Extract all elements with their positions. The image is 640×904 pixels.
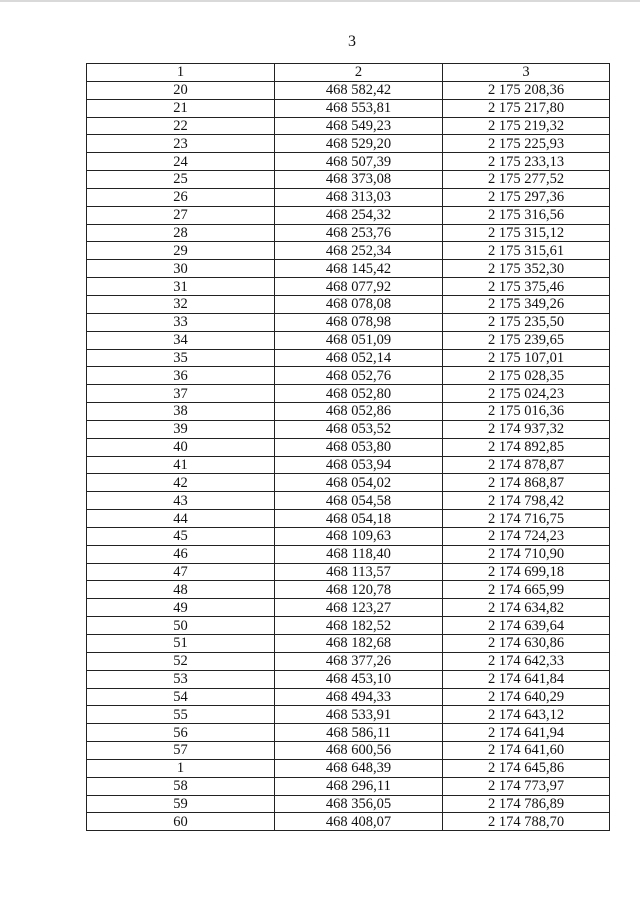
x-coordinate-cell: 468 120,78 [275, 581, 443, 599]
point-number-cell: 35 [87, 349, 275, 367]
x-coordinate-cell: 468 145,42 [275, 260, 443, 278]
y-coordinate-cell: 2 174 716,75 [443, 510, 610, 528]
y-coordinate-cell: 2 175 315,61 [443, 242, 610, 260]
x-coordinate-cell: 468 051,09 [275, 331, 443, 349]
point-number-cell: 59 [87, 795, 275, 813]
point-number-cell: 1 [87, 759, 275, 777]
table-row [87, 492, 610, 510]
point-number-cell: 37 [87, 385, 275, 403]
table-row [87, 545, 610, 563]
x-coordinate-cell: 468 254,32 [275, 206, 443, 224]
table-row [87, 420, 610, 438]
y-coordinate-cell: 2 175 028,35 [443, 367, 610, 385]
y-coordinate-cell: 2 174 724,23 [443, 527, 610, 545]
y-coordinate-cell: 2 175 315,12 [443, 224, 610, 242]
table-row [87, 295, 610, 313]
y-coordinate-cell: 2 175 208,36 [443, 81, 610, 99]
table-row [87, 510, 610, 528]
y-coordinate-cell: 2 175 277,52 [443, 171, 610, 189]
y-coordinate-cell: 2 175 235,50 [443, 313, 610, 331]
table-row [87, 670, 610, 688]
table-row [87, 599, 610, 617]
point-number-cell: 29 [87, 242, 275, 260]
x-coordinate-cell: 468 507,39 [275, 153, 443, 171]
x-coordinate-cell: 468 109,63 [275, 527, 443, 545]
point-number-cell: 41 [87, 456, 275, 474]
column-header: 3 [443, 64, 610, 82]
table-row [87, 385, 610, 403]
point-number-cell: 20 [87, 81, 275, 99]
x-coordinate-cell: 468 118,40 [275, 545, 443, 563]
x-coordinate-cell: 468 586,11 [275, 724, 443, 742]
y-coordinate-cell: 2 174 710,90 [443, 545, 610, 563]
x-coordinate-cell: 468 549,23 [275, 117, 443, 135]
x-coordinate-cell: 468 053,80 [275, 438, 443, 456]
x-coordinate-cell: 468 582,42 [275, 81, 443, 99]
point-number-cell: 48 [87, 581, 275, 599]
coordinates-table [86, 63, 610, 831]
x-coordinate-cell: 468 529,20 [275, 135, 443, 153]
table-row [87, 349, 610, 367]
point-number-cell: 23 [87, 135, 275, 153]
table-row [87, 278, 610, 296]
x-coordinate-cell: 468 600,56 [275, 742, 443, 760]
y-coordinate-cell: 2 174 642,33 [443, 652, 610, 670]
x-coordinate-cell: 468 113,57 [275, 563, 443, 581]
table-row [87, 724, 610, 742]
y-coordinate-cell: 2 174 645,86 [443, 759, 610, 777]
y-coordinate-cell: 2 174 786,89 [443, 795, 610, 813]
x-coordinate-cell: 468 054,02 [275, 474, 443, 492]
y-coordinate-cell: 2 175 297,36 [443, 188, 610, 206]
y-coordinate-cell: 2 175 217,80 [443, 99, 610, 117]
point-number-cell: 55 [87, 706, 275, 724]
point-number-cell: 26 [87, 188, 275, 206]
page-number: 3 [348, 33, 356, 50]
table-row [87, 706, 610, 724]
point-number-cell: 30 [87, 260, 275, 278]
point-number-cell: 43 [87, 492, 275, 510]
point-number-cell: 46 [87, 545, 275, 563]
point-number-cell: 40 [87, 438, 275, 456]
point-number-cell: 31 [87, 278, 275, 296]
x-coordinate-cell: 468 053,94 [275, 456, 443, 474]
point-number-cell: 36 [87, 367, 275, 385]
y-coordinate-cell: 2 174 892,85 [443, 438, 610, 456]
x-coordinate-cell: 468 052,86 [275, 403, 443, 421]
y-coordinate-cell: 2 174 634,82 [443, 599, 610, 617]
point-number-cell: 22 [87, 117, 275, 135]
table-row [87, 456, 610, 474]
point-number-cell: 49 [87, 599, 275, 617]
x-coordinate-cell: 468 053,52 [275, 420, 443, 438]
table-header-row [87, 64, 610, 82]
y-coordinate-cell: 2 174 868,87 [443, 474, 610, 492]
point-number-cell: 32 [87, 295, 275, 313]
y-coordinate-cell: 2 174 798,42 [443, 492, 610, 510]
x-coordinate-cell: 468 054,58 [275, 492, 443, 510]
table-row [87, 403, 610, 421]
point-number-cell: 60 [87, 813, 275, 831]
table-row [87, 188, 610, 206]
x-coordinate-cell: 468 078,98 [275, 313, 443, 331]
x-coordinate-cell: 468 296,11 [275, 777, 443, 795]
table-row [87, 313, 610, 331]
point-number-cell: 56 [87, 724, 275, 742]
table-row [87, 153, 610, 171]
table-row [87, 171, 610, 189]
point-number-cell: 45 [87, 527, 275, 545]
table-row [87, 242, 610, 260]
point-number-cell: 47 [87, 563, 275, 581]
x-coordinate-cell: 468 408,07 [275, 813, 443, 831]
y-coordinate-cell: 2 174 641,60 [443, 742, 610, 760]
y-coordinate-cell: 2 175 219,32 [443, 117, 610, 135]
table-row [87, 635, 610, 653]
x-coordinate-cell: 468 648,39 [275, 759, 443, 777]
table-row [87, 652, 610, 670]
x-coordinate-cell: 468 078,08 [275, 295, 443, 313]
table-row [87, 367, 610, 385]
table-row [87, 777, 610, 795]
y-coordinate-cell: 2 175 016,36 [443, 403, 610, 421]
table-row [87, 527, 610, 545]
table-row [87, 99, 610, 117]
point-number-cell: 28 [87, 224, 275, 242]
column-header: 2 [275, 64, 443, 82]
table-row [87, 206, 610, 224]
x-coordinate-cell: 468 533,91 [275, 706, 443, 724]
x-coordinate-cell: 468 453,10 [275, 670, 443, 688]
y-coordinate-cell: 2 174 878,87 [443, 456, 610, 474]
point-number-cell: 58 [87, 777, 275, 795]
y-coordinate-cell: 2 174 640,29 [443, 688, 610, 706]
point-number-cell: 54 [87, 688, 275, 706]
y-coordinate-cell: 2 174 639,64 [443, 617, 610, 635]
table-row [87, 438, 610, 456]
point-number-cell: 27 [87, 206, 275, 224]
y-coordinate-cell: 2 175 349,26 [443, 295, 610, 313]
y-coordinate-cell: 2 175 352,30 [443, 260, 610, 278]
table-row [87, 813, 610, 831]
y-coordinate-cell: 2 174 630,86 [443, 635, 610, 653]
y-coordinate-cell: 2 175 225,93 [443, 135, 610, 153]
y-coordinate-cell: 2 175 024,23 [443, 385, 610, 403]
scan-edge [0, 0, 640, 2]
x-coordinate-cell: 468 052,14 [275, 349, 443, 367]
point-number-cell: 24 [87, 153, 275, 171]
x-coordinate-cell: 468 182,52 [275, 617, 443, 635]
x-coordinate-cell: 468 252,34 [275, 242, 443, 260]
point-number-cell: 25 [87, 171, 275, 189]
y-coordinate-cell: 2 174 788,70 [443, 813, 610, 831]
y-coordinate-cell: 2 174 699,18 [443, 563, 610, 581]
x-coordinate-cell: 468 373,08 [275, 171, 443, 189]
x-coordinate-cell: 468 377,26 [275, 652, 443, 670]
table-row [87, 795, 610, 813]
y-coordinate-cell: 2 174 643,12 [443, 706, 610, 724]
point-number-cell: 50 [87, 617, 275, 635]
table-row [87, 581, 610, 599]
point-number-cell: 51 [87, 635, 275, 653]
point-number-cell: 33 [87, 313, 275, 331]
table-row [87, 759, 610, 777]
table-row [87, 331, 610, 349]
point-number-cell: 44 [87, 510, 275, 528]
table-row [87, 135, 610, 153]
x-coordinate-cell: 468 052,76 [275, 367, 443, 385]
y-coordinate-cell: 2 175 375,46 [443, 278, 610, 296]
table-row [87, 563, 610, 581]
x-coordinate-cell: 468 356,05 [275, 795, 443, 813]
column-header: 1 [87, 64, 275, 82]
point-number-cell: 21 [87, 99, 275, 117]
x-coordinate-cell: 468 123,27 [275, 599, 443, 617]
table-row [87, 474, 610, 492]
table-body [87, 81, 610, 830]
table-row [87, 617, 610, 635]
x-coordinate-cell: 468 052,80 [275, 385, 443, 403]
y-coordinate-cell: 2 174 773,97 [443, 777, 610, 795]
x-coordinate-cell: 468 054,18 [275, 510, 443, 528]
point-number-cell: 53 [87, 670, 275, 688]
table-row [87, 742, 610, 760]
point-number-cell: 38 [87, 403, 275, 421]
table-row [87, 81, 610, 99]
table-row [87, 224, 610, 242]
y-coordinate-cell: 2 174 641,94 [443, 724, 610, 742]
y-coordinate-cell: 2 174 665,99 [443, 581, 610, 599]
table-row [87, 688, 610, 706]
y-coordinate-cell: 2 174 641,84 [443, 670, 610, 688]
point-number-cell: 57 [87, 742, 275, 760]
point-number-cell: 34 [87, 331, 275, 349]
point-number-cell: 52 [87, 652, 275, 670]
y-coordinate-cell: 2 175 107,01 [443, 349, 610, 367]
x-coordinate-cell: 468 253,76 [275, 224, 443, 242]
x-coordinate-cell: 468 313,03 [275, 188, 443, 206]
x-coordinate-cell: 468 553,81 [275, 99, 443, 117]
x-coordinate-cell: 468 182,68 [275, 635, 443, 653]
y-coordinate-cell: 2 175 316,56 [443, 206, 610, 224]
point-number-cell: 42 [87, 474, 275, 492]
table-row [87, 260, 610, 278]
table-row [87, 117, 610, 135]
point-number-cell: 39 [87, 420, 275, 438]
y-coordinate-cell: 2 174 937,32 [443, 420, 610, 438]
x-coordinate-cell: 468 077,92 [275, 278, 443, 296]
x-coordinate-cell: 468 494,33 [275, 688, 443, 706]
y-coordinate-cell: 2 175 239,65 [443, 331, 610, 349]
y-coordinate-cell: 2 175 233,13 [443, 153, 610, 171]
